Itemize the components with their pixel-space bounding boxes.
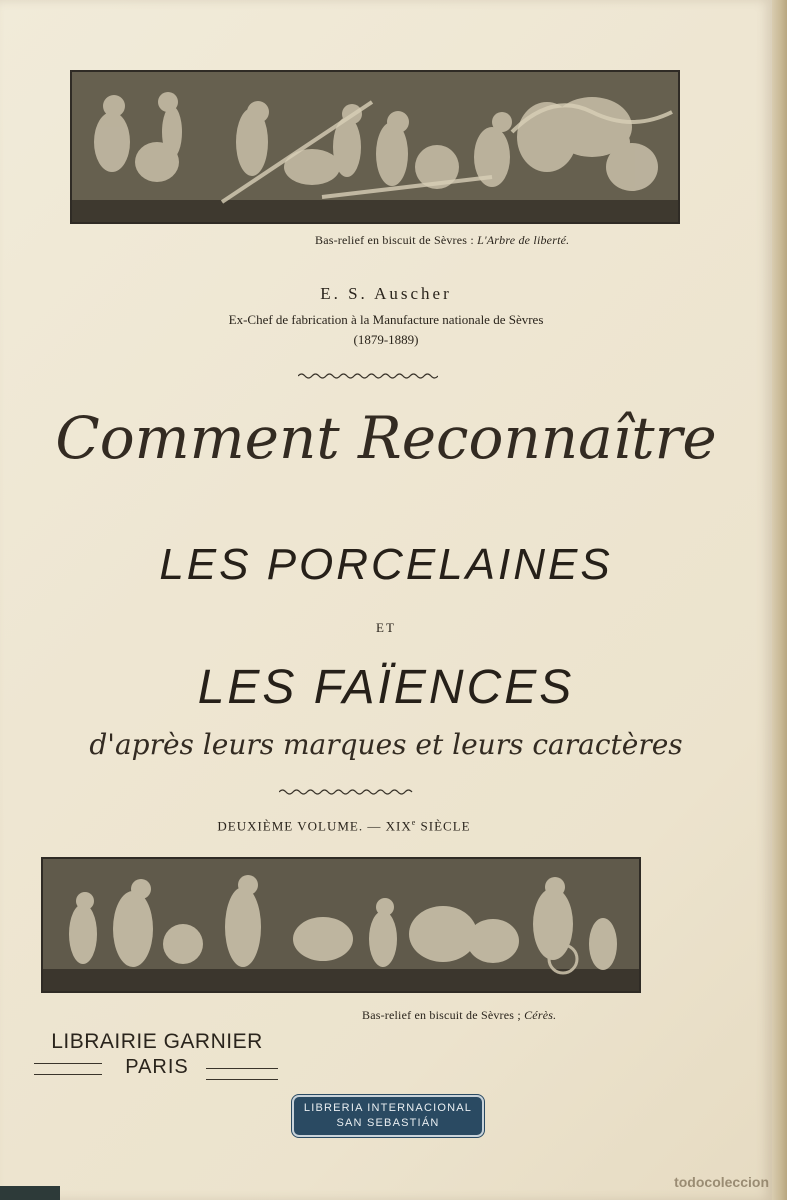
caption-title: Cérès.: [524, 1008, 557, 1022]
title-porcelaines: LES PORCELAINES: [159, 540, 613, 589]
title-script-line: Comment Reconnaître: [55, 404, 717, 472]
bookseller-label-line1: LIBRERIA INTERNACIONAL: [303, 1102, 473, 1114]
page-edge: [772, 0, 787, 1200]
top-relief-caption: [315, 233, 569, 248]
volume-line: [0, 818, 730, 834]
ornament-squiggle-top: [298, 372, 438, 380]
title-faiences: LES FAÏENCES: [197, 661, 575, 714]
publisher-city: PARIS: [125, 1056, 189, 1078]
author-position: Ex-Chef de fabrication à la Manufacture nationale de Sèvres: [228, 312, 544, 327]
title-connector: ET: [376, 620, 396, 635]
bookseller-label: [292, 1095, 484, 1137]
author-years: (1879-1889): [353, 332, 419, 347]
title-subtitle: d'après leurs marques et leurs caractères: [89, 728, 683, 761]
ornament-squiggle-bottom: [279, 788, 417, 796]
bottom-bas-relief-image: [41, 857, 641, 993]
caption-prefix: Bas-relief en biscuit de Sèvres :: [315, 233, 478, 247]
rule-right-bottom: [206, 1079, 278, 1080]
top-bas-relief-image: [70, 70, 680, 224]
volume-text: DEUXIÈME VOLUME. — XIX: [217, 818, 412, 834]
publisher-name: LIBRAIRIE GARNIER: [51, 1030, 263, 1053]
volume-suffix: SIÈCLE: [416, 818, 471, 834]
author-name: E. S. Auscher: [320, 284, 452, 303]
watermark: todocoleccion: [674, 1174, 769, 1190]
caption-title: L'Arbre de liberté.: [477, 233, 570, 247]
binding-edge: [0, 1186, 60, 1200]
rule-right-top: [206, 1068, 278, 1069]
caption-prefix: Bas-relief en biscuit de Sèvres ;: [362, 1008, 525, 1022]
bookseller-label-line2: SAN SEBASTIÁN: [336, 1117, 440, 1129]
bottom-relief-caption: [362, 1008, 556, 1023]
volume-superscript: e: [411, 818, 417, 827]
